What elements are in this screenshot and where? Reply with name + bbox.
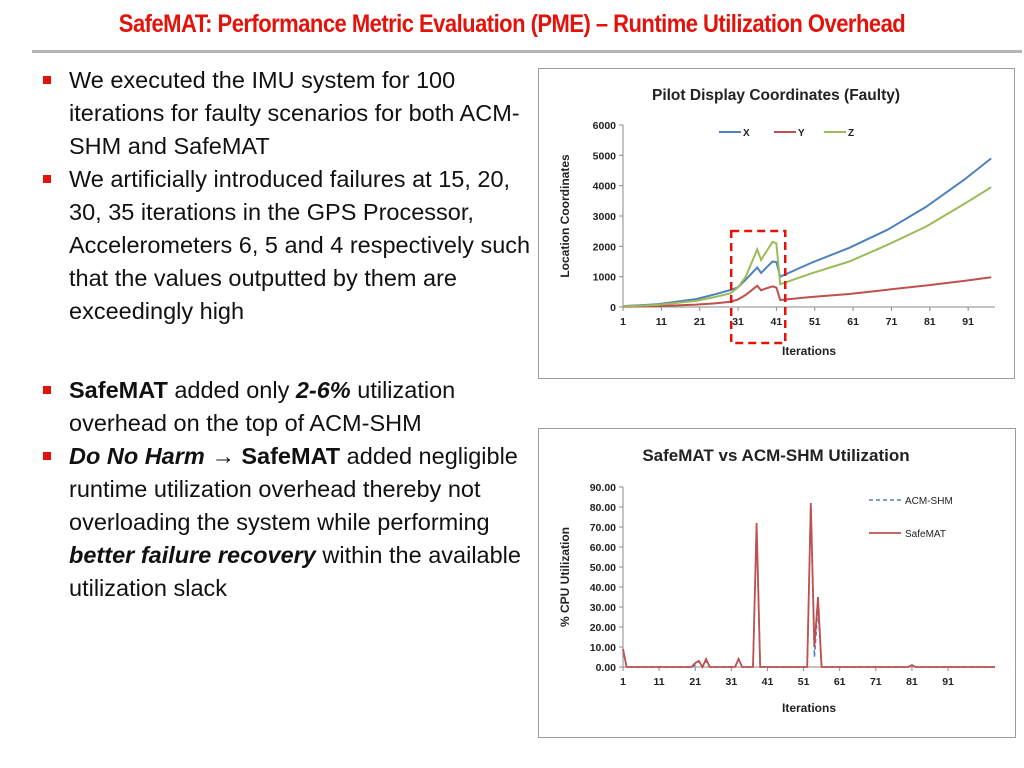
x-axis-label: Iterations xyxy=(781,701,837,715)
x-axis-label: Iterations xyxy=(781,344,837,358)
x-tick-label: 21 xyxy=(693,316,706,328)
arrow-icon: → xyxy=(211,443,235,469)
y-tick-label: 80.00 xyxy=(589,502,616,514)
x-tick-label: 51 xyxy=(797,676,810,688)
x-tick-label: 81 xyxy=(923,316,936,328)
y-tick-label: 70.00 xyxy=(589,522,616,534)
title-divider xyxy=(32,50,1022,53)
legend-label: X xyxy=(743,128,750,139)
y-tick-label: 2000 xyxy=(592,241,616,254)
bullet-strong: SafeMAT xyxy=(241,443,341,469)
bullet-square-icon xyxy=(43,386,51,394)
x-tick-label: 71 xyxy=(885,316,898,328)
y-tick-label: 6000 xyxy=(592,120,616,132)
legend-label: SafeMAT xyxy=(905,529,946,540)
legend-label: ACM-SHM xyxy=(905,496,953,507)
x-tick-label: 31 xyxy=(732,316,744,328)
bullet-text: utilization overhead on the top of ACM-SHM xyxy=(69,377,456,436)
series-line-safemat xyxy=(623,503,995,667)
bullet-spacer xyxy=(40,328,540,374)
x-tick-label: 91 xyxy=(962,316,974,328)
x-tick-label: 61 xyxy=(833,676,846,688)
bullet-emphasis: Do No Harm xyxy=(69,443,205,469)
bullet-text: added negligible runtime utilization overhead thereby not overloading the system while performing xyxy=(69,443,518,535)
bullet-text: added only xyxy=(167,377,296,403)
y-axis-label: % CPU Utilization xyxy=(558,526,572,628)
bullet-text: We executed the IMU system for 100 iterations for faulty scenarios for both ACM-SHM and SafeMAT xyxy=(69,67,520,159)
bullet-overhead xyxy=(40,374,540,440)
y-axis-label: Location Coordinates xyxy=(558,154,572,278)
x-tick-label: 11 xyxy=(653,676,665,688)
bullet-list xyxy=(40,64,540,605)
bullet-text: within the available utilization slack xyxy=(69,542,521,601)
bullet-do-no-harm xyxy=(40,440,540,605)
x-tick-label: 1 xyxy=(620,316,626,328)
slide-title: SafeMAT: Performance Metric Evaluation (PME) – Runtime Utilization Overhead xyxy=(118,10,906,38)
y-tick-label: 1000 xyxy=(592,271,616,284)
x-tick-label: 81 xyxy=(906,676,918,688)
utilization-chart-svg xyxy=(539,429,1015,737)
y-tick-label: 40.00 xyxy=(589,582,616,594)
y-tick-label: 10.00 xyxy=(589,642,616,654)
legend-label: Z xyxy=(848,128,855,139)
bullet-iterations xyxy=(40,64,540,163)
y-tick-label: 5000 xyxy=(592,150,616,163)
y-tick-label: 60.00 xyxy=(589,542,616,554)
utilization-chart xyxy=(538,428,1016,738)
x-tick-label: 1 xyxy=(620,676,626,688)
y-tick-label: 20.00 xyxy=(589,622,616,634)
bullet-emphasis: better failure recovery xyxy=(69,542,316,568)
y-tick-label: 50.00 xyxy=(589,562,616,574)
pilot-display-chart xyxy=(538,68,1015,379)
x-tick-label: 21 xyxy=(689,676,702,688)
y-tick-label: 0.00 xyxy=(595,662,616,674)
y-tick-label: 90.00 xyxy=(589,482,616,494)
bullet-text: We artificially introduced failures at 15, 20, 30, 35 iterations in the GPS Processor, Accelerometers 6, 5 and 4 respectively such that the values outputted by them are exceedingly high xyxy=(69,166,531,324)
y-tick-label: 30.00 xyxy=(589,602,616,614)
x-tick-label: 91 xyxy=(942,676,954,688)
chart-title: Pilot Display Coordinates (Faulty) xyxy=(651,87,901,104)
y-tick-label: 3000 xyxy=(592,211,616,223)
x-tick-label: 41 xyxy=(770,316,783,328)
bullet-failures xyxy=(40,163,540,328)
pilot-display-chart-svg xyxy=(539,69,1014,378)
x-tick-label: 61 xyxy=(847,316,859,328)
y-tick-label: 4000 xyxy=(592,180,616,193)
series-line-z xyxy=(623,187,991,306)
bullet-square-icon xyxy=(43,76,51,84)
bullet-square-icon xyxy=(43,452,51,460)
x-tick-label: 51 xyxy=(808,316,821,328)
x-tick-label: 41 xyxy=(761,676,774,688)
chart-title: SafeMAT vs ACM-SHM Utilization xyxy=(642,446,910,465)
x-tick-label: 11 xyxy=(655,316,667,328)
x-tick-label: 71 xyxy=(869,676,882,688)
bullet-square-icon xyxy=(43,175,51,183)
x-tick-label: 31 xyxy=(725,676,738,688)
bullet-strong: SafeMAT xyxy=(69,377,168,403)
y-tick-label: 0 xyxy=(610,302,616,314)
bullet-emphasis: 2-6% xyxy=(295,377,351,403)
legend-label: Y xyxy=(798,128,805,139)
